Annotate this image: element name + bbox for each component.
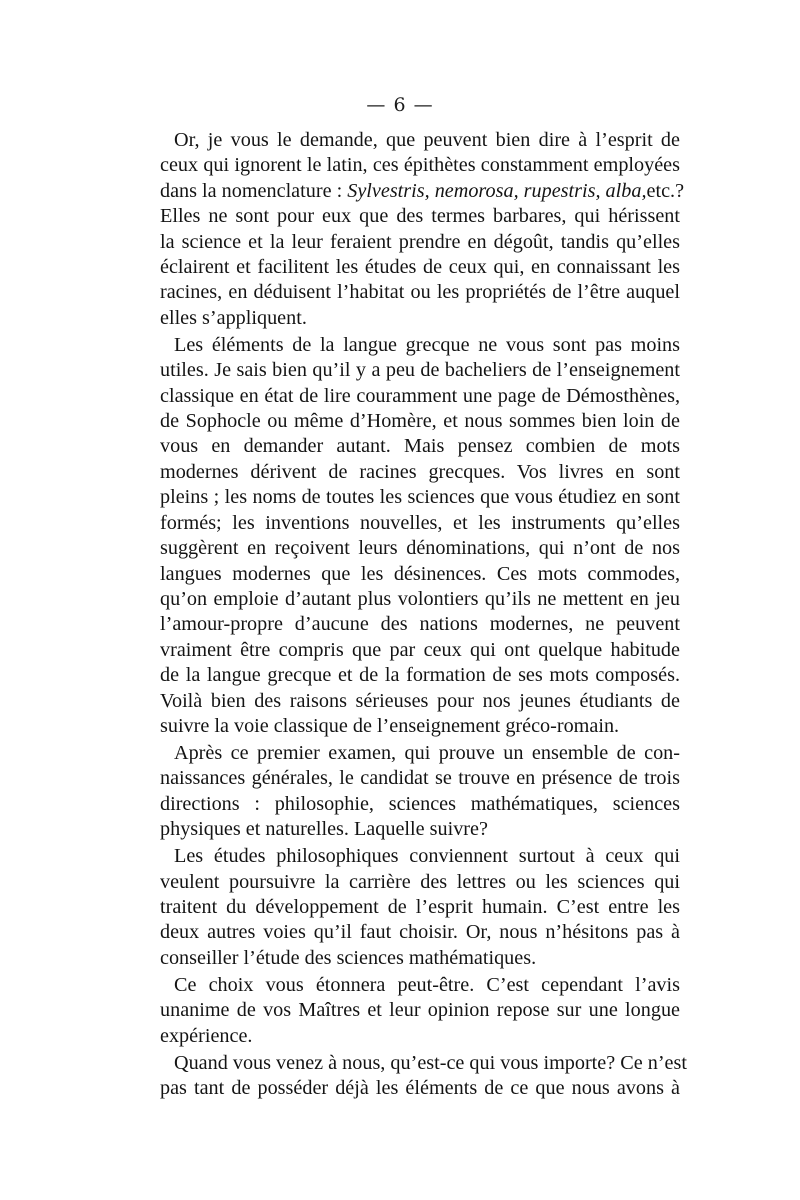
text-line: deux autres voies qu’il faut choisir. Or, nous n’hésitons pas à bbox=[160, 921, 680, 944]
text-line: elles s’appliquent. bbox=[160, 306, 307, 329]
text-line-end: etc.? bbox=[646, 179, 685, 202]
text-line: éclairent et facilitent les études de ceux qui, en connaissant les bbox=[160, 256, 680, 279]
text-line: expérience. bbox=[160, 1024, 253, 1047]
text-line: de Sophocle ou même d’Homère, et nous sommes bien loin de bbox=[160, 410, 680, 433]
text-line: vraiment être compris que par ceux qui ont quelque habitude bbox=[160, 638, 680, 661]
text-line: formés; les inventions nouvelles, et les instruments qu’elles bbox=[160, 511, 680, 534]
italic-epithets: Sylvestris, nemorosa, rupestris, alba, bbox=[347, 179, 647, 202]
text-line bbox=[160, 179, 685, 204]
paragraph-2 bbox=[160, 333, 680, 740]
text-line: Elles ne sont pour eux que des termes barbares, qui hérissent bbox=[160, 205, 680, 228]
text-line-start: dans la nomenclature : bbox=[160, 179, 348, 202]
text-line: l’amour-propre d’aucune des nations modernes, ne peuvent bbox=[160, 613, 680, 636]
text-line: pleins ; les noms de toutes les sciences que vous étudiez en sont bbox=[160, 486, 680, 509]
text-line: naissances générales, le candidat se trouve en présence de trois bbox=[160, 767, 680, 790]
paragraph-5 bbox=[160, 973, 680, 1049]
text-line: Les études philosophiques conviennent surtout à ceux qui bbox=[174, 845, 680, 868]
text-line: utiles. Je sais bien qu’il y a peu de bacheliers de l’enseignement bbox=[160, 359, 680, 382]
text-line: Quand vous venez à nous, qu’est-ce qui vous importe? Ce n’est bbox=[174, 1051, 687, 1074]
paragraph-3 bbox=[160, 741, 680, 843]
paragraph-1 bbox=[160, 128, 685, 331]
text-line: suivre la voie classique de l’enseignement gréco-romain. bbox=[160, 714, 620, 737]
text-line: langues modernes que les désinences. Ces mots commodes, bbox=[160, 562, 680, 585]
text-line: conseiller l’étude des sciences mathématiques. bbox=[160, 946, 537, 969]
page-number: — 6 — bbox=[366, 94, 434, 116]
text-line: qu’on emploie d’autant plus volontiers qu’ils ne mettent en jeu bbox=[160, 587, 680, 610]
text-line: la science et la leur feraient prendre en dégoût, tandis qu’elles bbox=[160, 230, 680, 253]
text-line: Les éléments de la langue grecque ne vous sont pas moins bbox=[174, 333, 680, 356]
text-line: vous en demander autant. Mais pensez combien de mots bbox=[160, 435, 680, 458]
text-line: unanime de vos Maîtres et leur opinion repose sur une longue bbox=[160, 999, 680, 1022]
text-line: racines, en déduisent l’habitat ou les propriétés de l’être auquel bbox=[160, 281, 680, 304]
paragraph-4 bbox=[160, 844, 680, 971]
text-line: modernes dérivent de racines grecques. Vos livres en sont bbox=[160, 460, 680, 483]
body-text bbox=[160, 128, 687, 1101]
text-line: ceux qui ignorent le latin, ces épithètes constamment employées bbox=[160, 154, 680, 177]
text-line: physiques et naturelles. Laquelle suivre? bbox=[160, 818, 488, 841]
paragraph-6 bbox=[160, 1051, 687, 1102]
text-line: pas tant de posséder déjà les éléments de ce que nous avons à bbox=[160, 1077, 680, 1099]
text-line: de la langue grecque et de la formation de ses mots composés. bbox=[160, 664, 680, 687]
text-line: directions : philosophie, sciences mathématiques, sciences bbox=[160, 792, 680, 815]
text-line: classique en état de lire couramment une page de Démosthènes, bbox=[160, 384, 680, 407]
text-line: traitent du développement de l’esprit humain. C’est entre les bbox=[160, 895, 680, 918]
text-line: suggèrent en reçoivent leurs dénominations, qui n’ont de nos bbox=[160, 537, 680, 560]
text-line: Or, je vous le demande, que peuvent bien dire à l’esprit de bbox=[174, 129, 680, 151]
text-line: Voilà bien des raisons sérieuses pour nos jeunes étudiants de bbox=[160, 689, 680, 712]
text-line: veulent poursuivre la carrière des lettres ou les sciences qui bbox=[160, 870, 680, 893]
text-line: Après ce premier examen, qui prouve un ensemble de con- bbox=[174, 741, 680, 764]
text-line: Ce choix vous étonnera peut-être. C’est cependant l’avis bbox=[174, 973, 680, 996]
